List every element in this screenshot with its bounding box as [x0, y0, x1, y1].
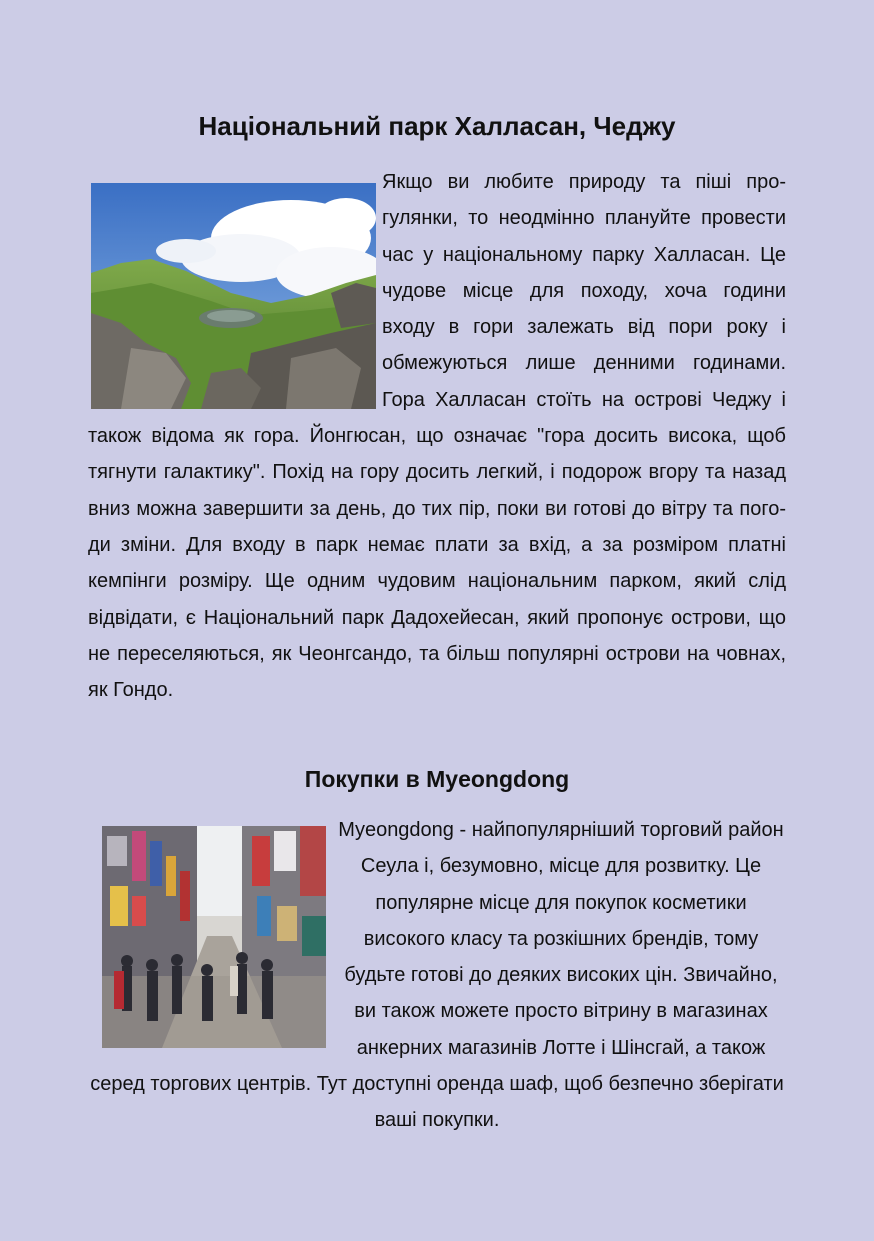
myeongdong-section: [88, 812, 786, 1139]
section-title-hallasan: Національний парк Халласан, Чеджу: [198, 111, 676, 141]
section-title-myeongdong: Покупки в Myeongdong: [304, 766, 570, 792]
myeongdong-street-photo: [102, 826, 326, 1048]
hallasan-paragraph: Якщо ви любите природу та піші прогулянки, то неодмінно плануйте провести час у національному парку Халласан. Це чудове місце для походу, хоча години входу в гори залежать від пори року і обмежуються лише денними годинами. Гора Халласан стоїть на острові Чеджу і також відома як гора. Йонгюсан, що означає "гора досить висока, щоб тягнути галактику". Похід на гору досить легкий, і подорож вгору та назад вниз можна завершити за день, до тих пір, поки ви готові до вітру та погоди зміни. Для входу в парк немає плати за вхід, а за розміром платні кемпінги розміру. Ще одним чудовим національним парком, який слід відвідати, є Національний парк Дадохейесан, який пропонує острови, що не переселяються, як Чеонгсандо, та більш популярні острови на човнах, як Гондо.: [88, 171, 786, 702]
hallasan-section: [88, 164, 786, 708]
hallasan-crater-photo: [91, 183, 376, 409]
myeongdong-paragraph: Myeongdong - найпопулярніший торговий район Сеула і, безумовно, місце для розвитку. Це популярне місце для покупок косметики високого класу та розкішних брендів, тому будьте готові до деяких високих цін. Звичайно, ви також можете просто вітрину в магазинах анкерних магазинів Лотте і Шінсгай, а також серед торгових центрів. Тут доступні оренда шаф, щоб безпечно зберігати ваші покупки.: [90, 819, 784, 1132]
